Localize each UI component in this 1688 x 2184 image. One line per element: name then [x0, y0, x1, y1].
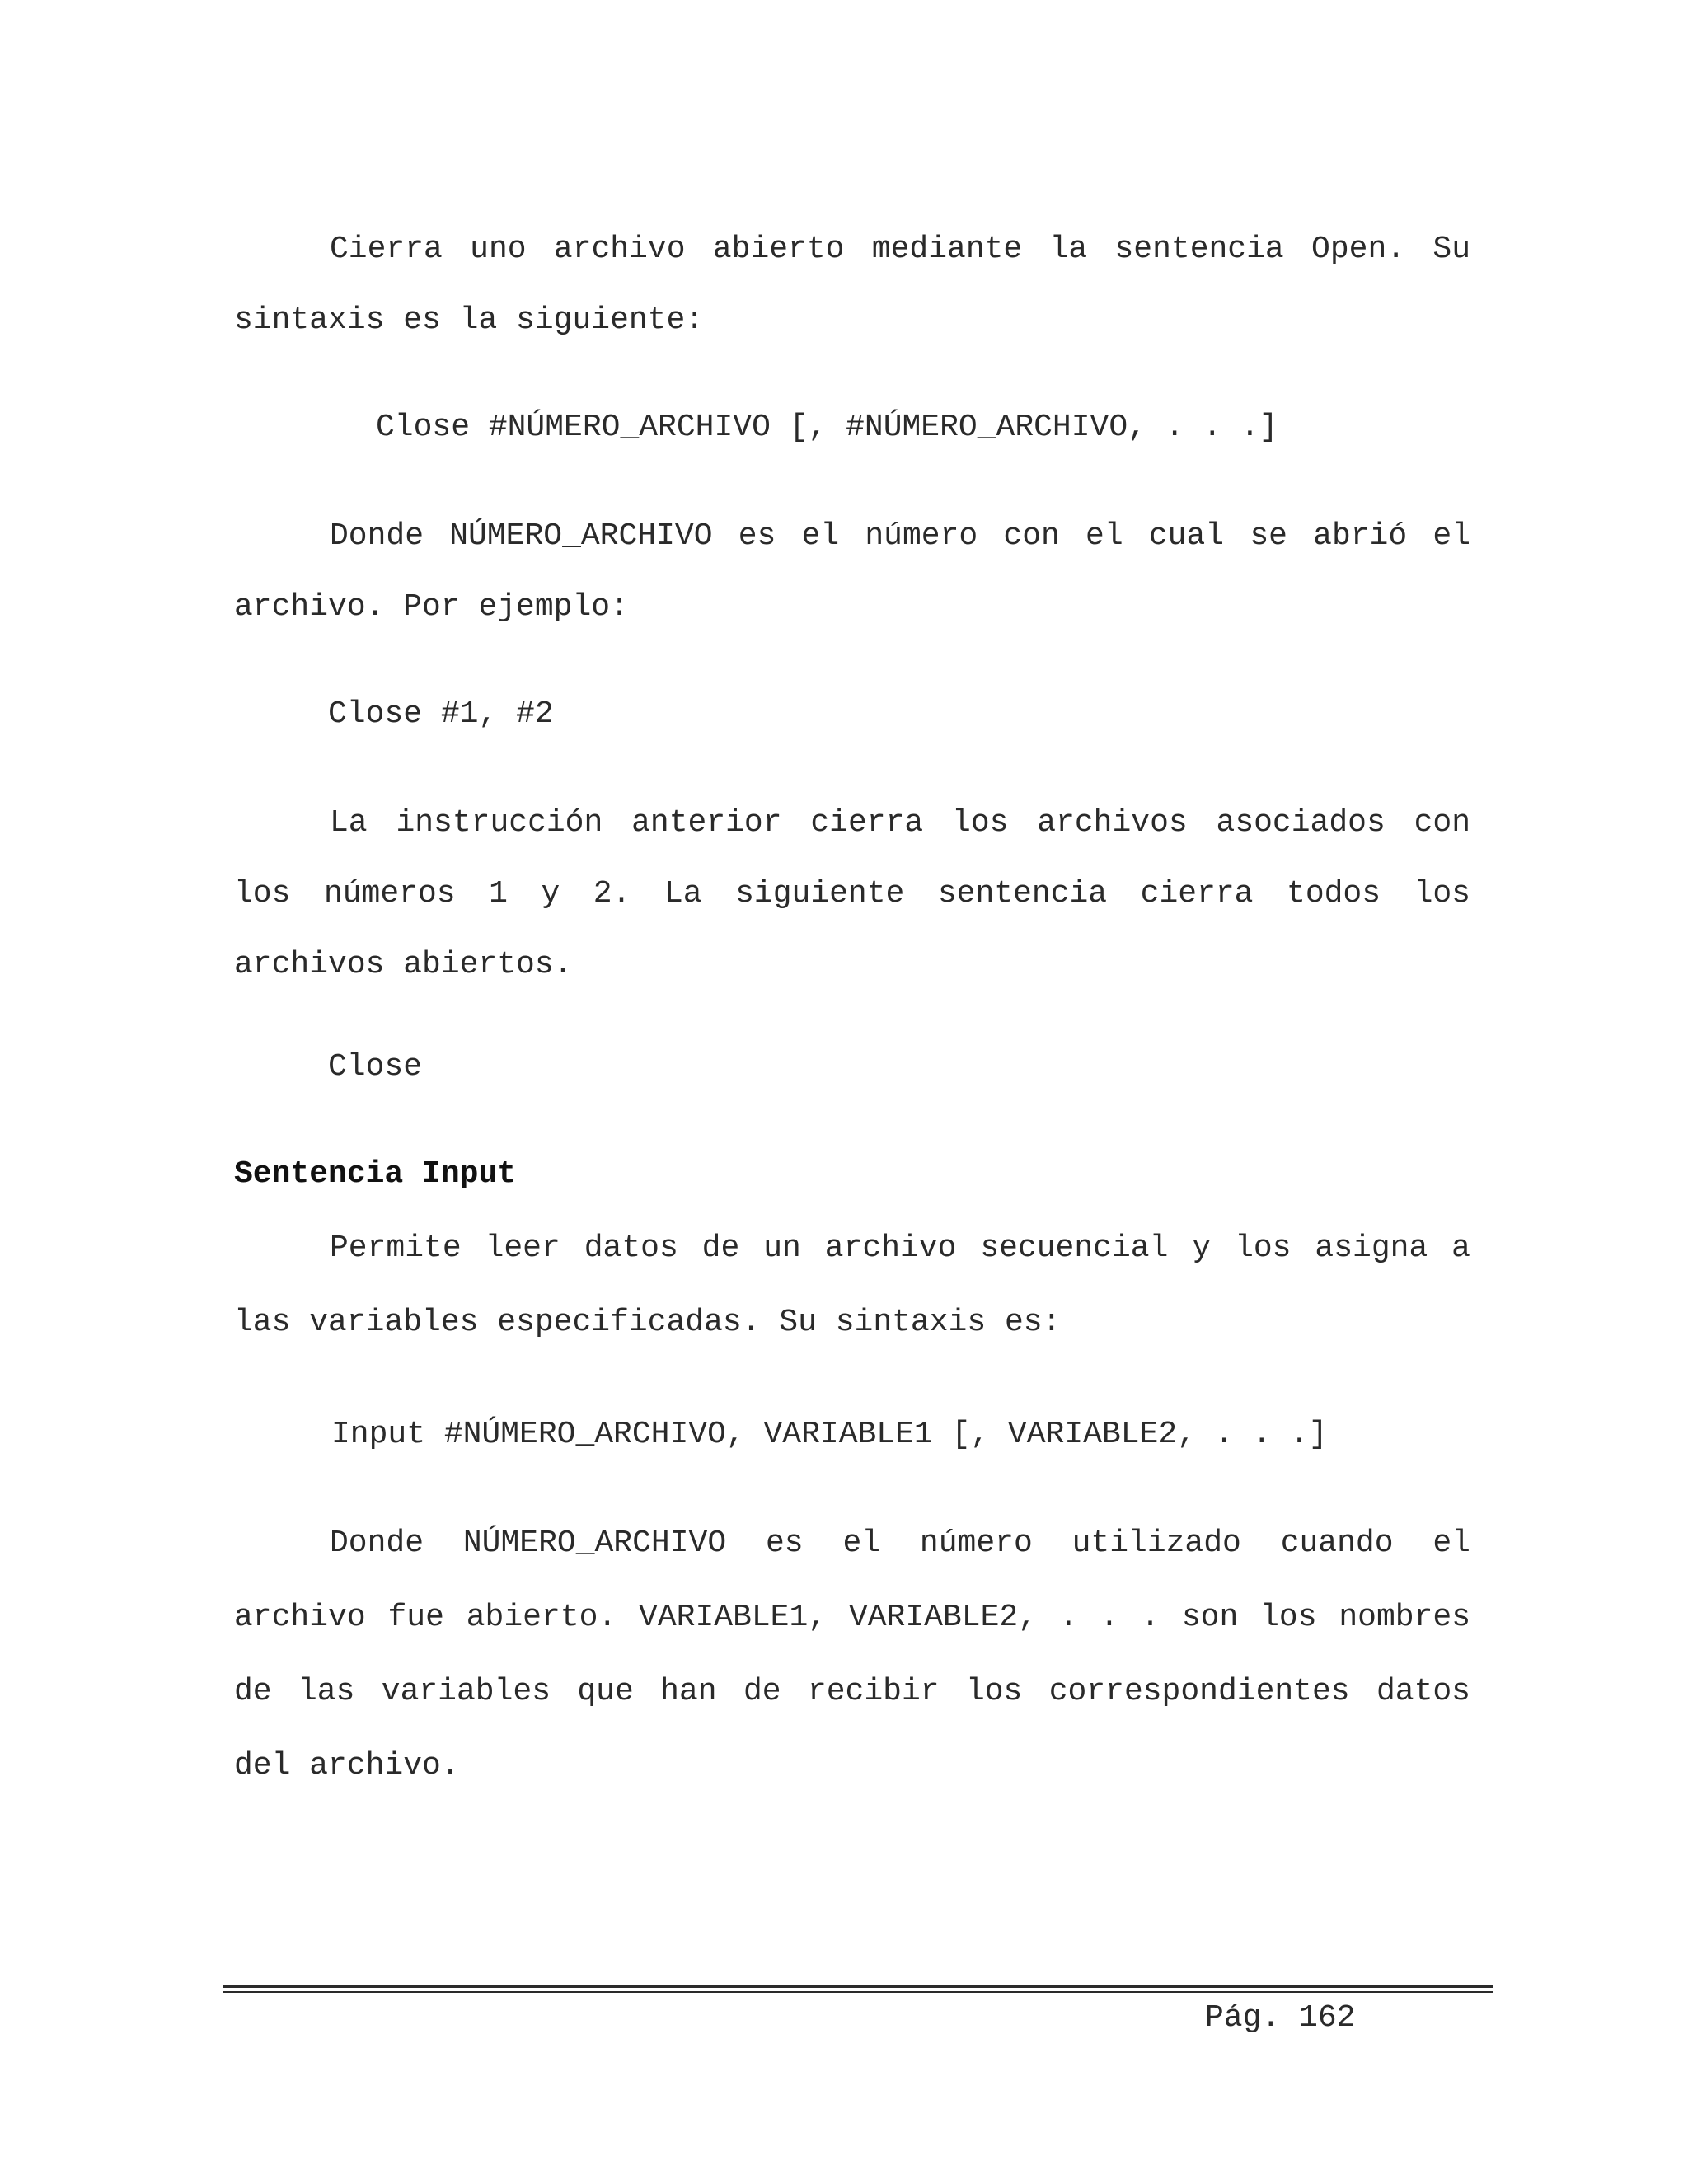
input-description-paragraph: Donde NÚMERO_ARCHIVO es el número utilizado cuando el archivo fue abierto. VARIABLE1, VARIABLE2, . . . son los nombres de las variables que han de recibir los correspondientes datos del archivo.	[234, 1526, 1470, 1783]
close-syntax-line: Close #NÚMERO_ARCHIVO [, #NÚMERO_ARCHIVO, . . .]	[376, 410, 1278, 445]
page-number: Pág. 162	[1205, 2000, 1356, 2036]
input-intro-paragraph: Permite leer datos de un archivo secuencial y los asigna a las variables especificadas. Su sintaxis es:	[234, 1230, 1470, 1340]
close-explanation-paragraph: La instrucción anterior cierra los archivos asociados con los números 1 y 2. La siguiente sentencia cierra todos los archivos abiertos.	[234, 805, 1470, 982]
close-description-paragraph: Donde NÚMERO_ARCHIVO es el número con el cual se abrió el archivo. Por ejemplo:	[234, 518, 1470, 625]
footer-rule-thin	[223, 1991, 1493, 1993]
close-example-line: Close #1, #2	[328, 696, 554, 732]
input-section-heading: Sentencia Input	[234, 1156, 517, 1192]
close-all-example-line: Close	[328, 1049, 423, 1085]
close-intro-paragraph: Cierra uno archivo abierto mediante la sentencia Open. Su sintaxis es la siguiente:	[234, 232, 1470, 338]
input-syntax-line: Input #NÚMERO_ARCHIVO, VARIABLE1 [, VARIABLE2, . . .]	[331, 1417, 1328, 1452]
footer-rule-thick	[223, 1985, 1493, 1988]
